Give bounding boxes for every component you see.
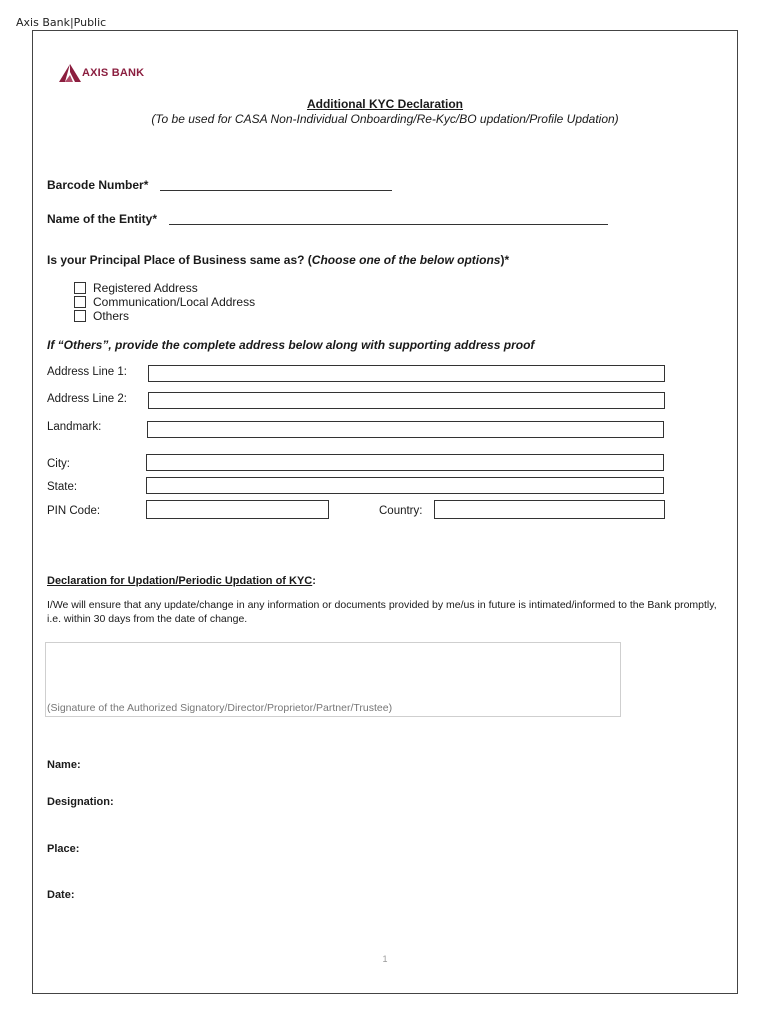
axis-logo-icon: [59, 64, 81, 82]
declaration-text: I/We will ensure that any update/change in any information or documents provided by me/us in future is intimated/informed to the Bank promptly, i.e. within 30 days from the date of change.: [47, 599, 717, 625]
entity-name-label: Name of the Entity*: [47, 212, 158, 226]
state-input[interactable]: [146, 477, 664, 494]
state-label: State:: [47, 481, 78, 493]
address-line2-label: Address Line 2:: [47, 393, 127, 405]
option-label: Registered Address: [93, 281, 198, 295]
option-registered-address[interactable]: [74, 281, 198, 295]
address-line2-input[interactable]: [148, 392, 665, 409]
question-instruction: Choose one of the below options: [311, 253, 501, 267]
option-label: Communication/Local Address: [93, 295, 256, 309]
checkbox-others[interactable]: [74, 310, 86, 322]
country-label: Country:: [379, 505, 423, 517]
others-instruction: If “Others”, provide the complete address below along with supporting address proof: [47, 338, 535, 352]
address-line1-label: Address Line 1:: [47, 366, 127, 378]
barcode-label: Barcode Number*: [47, 178, 149, 192]
declaration-heading: Declaration for Updation/Periodic Updation of KYC:: [47, 575, 316, 587]
form-subtitle: (To be used for CASA Non-Individual Onboarding/Re-Kyc/BO updation/Profile Updation): [151, 112, 619, 126]
landmark-label: Landmark:: [47, 421, 102, 433]
pin-code-label: PIN Code:: [47, 505, 101, 517]
bank-logo: [59, 64, 144, 82]
classification-label: Axis Bank|Public: [16, 16, 107, 29]
option-label: Others: [93, 309, 130, 323]
barcode-field[interactable]: [160, 190, 392, 191]
principal-place-question: Is your Principal Place of Business same as? (Choose one of the below options)*: [47, 253, 510, 267]
address-line1-input[interactable]: [148, 365, 665, 382]
form-title: Additional KYC Declaration: [306, 97, 464, 111]
logo-text: AXIS BANK: [82, 67, 145, 79]
option-others[interactable]: [74, 309, 129, 323]
city-label: City:: [47, 458, 70, 470]
checkbox-registered-address[interactable]: [74, 282, 86, 294]
place-label: Place:: [47, 843, 80, 855]
landmark-input[interactable]: [147, 421, 664, 438]
city-input[interactable]: [146, 454, 664, 471]
entity-name-field[interactable]: [169, 224, 608, 225]
option-communication-address[interactable]: [74, 295, 255, 309]
signature-caption: (Signature of the Authorized Signatory/Director/Proprietor/Partner/Trustee): [47, 702, 393, 714]
pin-code-input[interactable]: [146, 500, 329, 519]
designation-label: Designation:: [47, 796, 114, 808]
country-input[interactable]: [434, 500, 665, 519]
date-label: Date:: [47, 889, 75, 901]
checkbox-communication-address[interactable]: [74, 296, 86, 308]
name-label: Name:: [47, 759, 81, 771]
page-number: 1: [382, 954, 388, 964]
